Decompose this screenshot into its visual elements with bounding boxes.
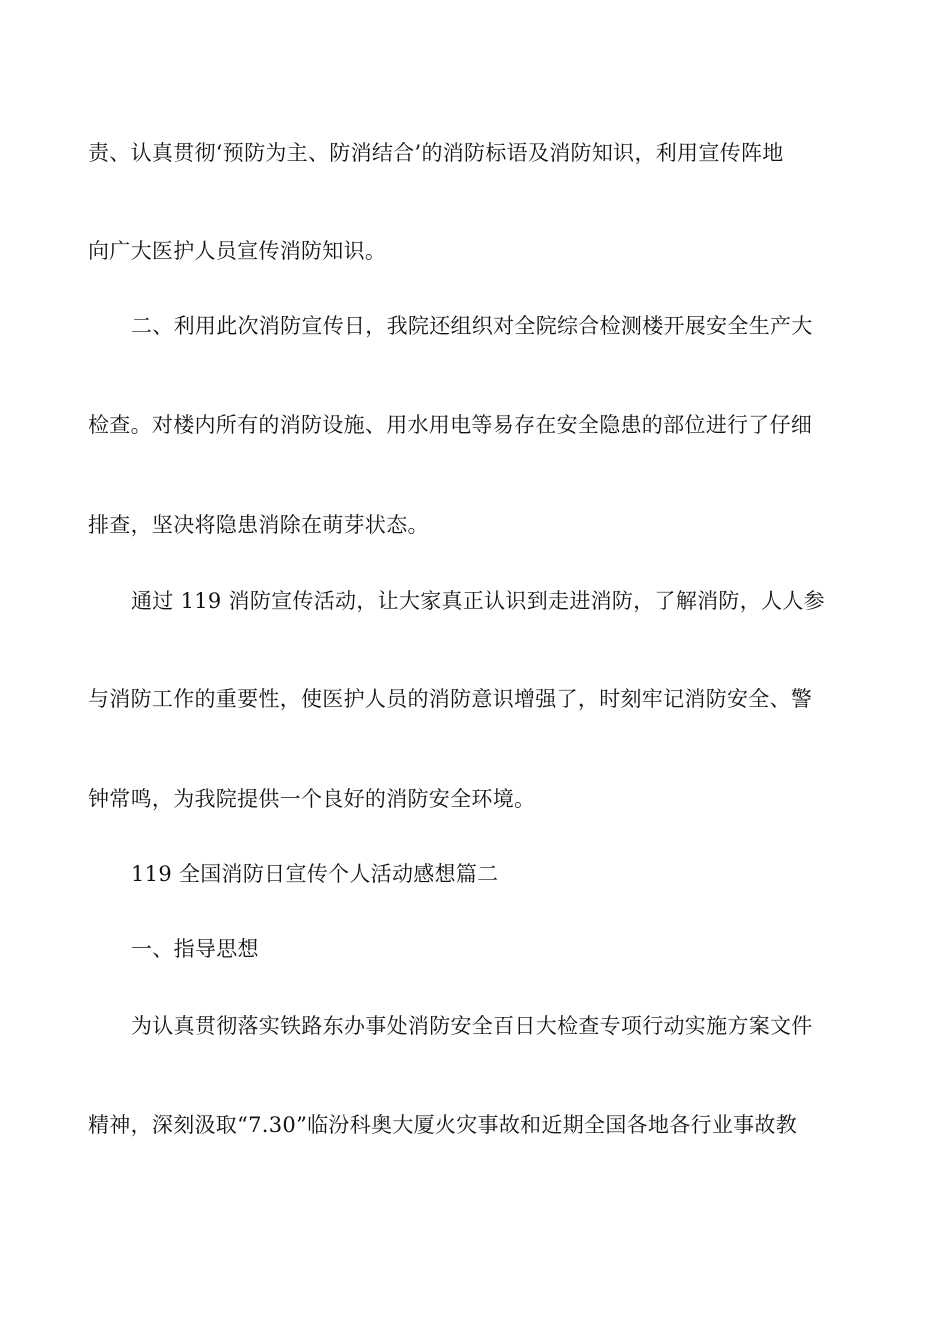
paragraph-line: 与消防工作的重要性，使医护人员的消防意识增强了，时刻牢记消防安全、警 (88, 687, 813, 711)
paragraph-line: 检查。对楼内所有的消防设施、用水用电等易存在安全隐患的部位进行了仔细 (88, 413, 813, 437)
paragraph-line: 向广大医护人员宣传消防知识。 (88, 239, 387, 263)
paragraph-line: 通过 119 消防宣传活动，让大家真正认识到走进消防，了解消防，人人参 (131, 589, 825, 613)
paragraph-line: 为认真贯彻落实铁路东办事处消防安全百日大检查专项行动实施方案文件 (131, 1014, 813, 1038)
paragraph-line: 钟常鸣，为我院提供一个良好的消防安全环境。 (88, 787, 536, 811)
paragraph-line: 责、认真贯彻‘预防为主、防消结合’的消防标语及消防知识，利用宣传阵地 (88, 141, 784, 165)
section-heading: 119 全国消防日宣传个人活动感想篇二 (131, 862, 499, 886)
subsection-heading: 一、指导思想 (131, 937, 259, 961)
paragraph-line: 二、利用此次消防宣传日，我院还组织对全院综合检测楼开展安全生产大 (131, 314, 813, 338)
paragraph-line: 排查，坚决将隐患消除在萌芽状态。 (88, 513, 429, 537)
paragraph-line: 精神，深刻汲取“7.30”临汾科奥大厦火灾事故和近期全国各地各行业事故教 (88, 1113, 798, 1137)
